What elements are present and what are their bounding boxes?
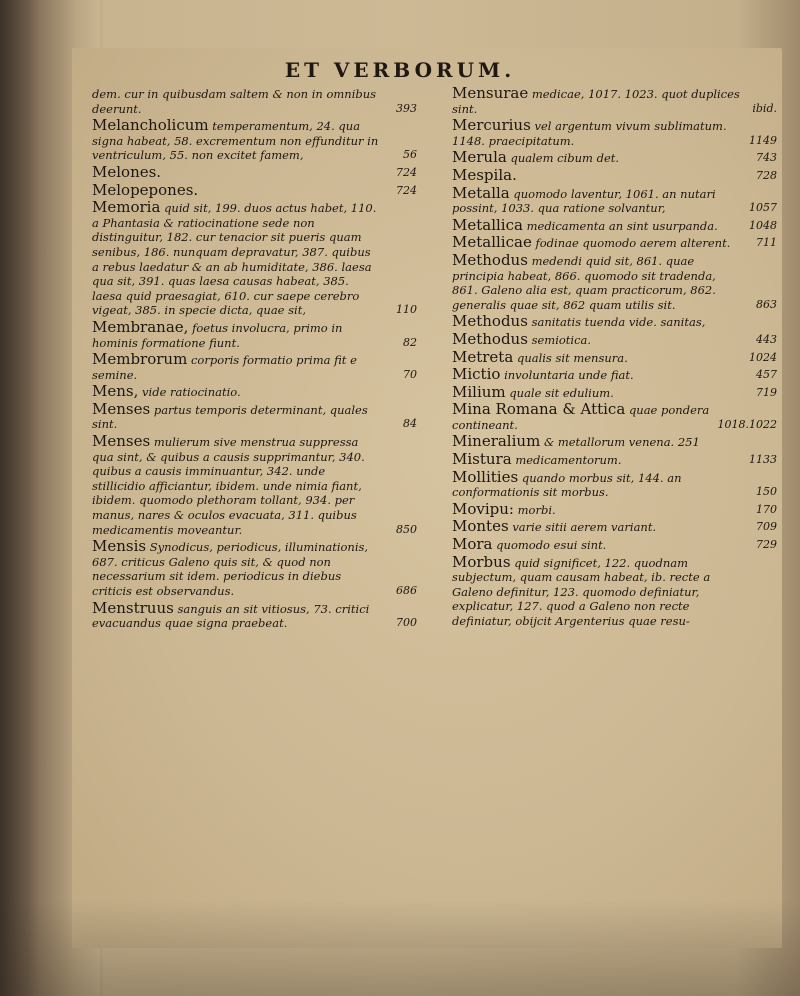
entry-headword: Metalla — [452, 183, 510, 202]
entry-description: medicamenta an sint usurpanda. — [526, 218, 718, 233]
entry-headword: Mens, — [92, 382, 139, 401]
entry-description: qualis sit mensura. — [516, 350, 628, 365]
entry-page-number: 170 — [756, 502, 777, 516]
entry-description: temperamentum, 24. qua signa habeat, 58. excrementum non effunditur in ventriculum, 55. non excitet famem, — [92, 119, 379, 163]
entry-description: foetus involucra, primo in hominis formatione fiunt. — [92, 320, 343, 350]
entry-headword: Milium — [452, 382, 506, 401]
entry-page-number: 863 — [756, 297, 777, 311]
entry-headword: Mensis — [92, 537, 147, 556]
entry-page-number: 70 — [403, 367, 417, 381]
entry-page-number: 700 — [396, 616, 417, 630]
entry-description: corporis formatio prima fit e semine. — [92, 353, 357, 382]
entry-description: morbi. — [517, 502, 556, 517]
entry-headword: Movipu: — [452, 499, 514, 518]
index-entry — [452, 552, 777, 629]
index-entry — [452, 250, 777, 312]
entry-page-number: 1057 — [749, 201, 777, 215]
entry-headword: Metallica — [452, 215, 523, 234]
page-shadow — [0, 900, 800, 996]
index-entry — [452, 165, 777, 184]
entry-page-number: 743 — [756, 151, 777, 165]
entry-headword: Membranae, — [92, 317, 189, 336]
entry-headword: Mespila. — [452, 165, 517, 184]
entry-description: medicae, 1017. 1023. quot duplices sint. — [452, 87, 740, 116]
index-entry — [92, 317, 417, 350]
entry-description: quale sit edulium. — [509, 385, 614, 400]
entry-headword: Mensurae — [452, 84, 529, 102]
entry-headword: Metallicae — [452, 233, 532, 252]
entry-page-number: 728 — [756, 168, 777, 182]
entry-page-number: 82 — [403, 335, 417, 349]
index-entry — [452, 347, 777, 366]
entry-description: quid significet, 122. quodnam subjectum, quam causam habeat, ib. recte a Galeno definitur, 123. quomodo definiatur, explicatur, 127. quod a Galeno non recte definiatur, obijcit Argenterius quae resu- — [452, 555, 711, 628]
entry-page-number: 719 — [756, 385, 777, 399]
entry-page-number: 724 — [396, 183, 417, 197]
index-entry — [452, 215, 777, 234]
entry-description: vide ratiocinatio. — [142, 385, 241, 400]
entry-headword: Mollities — [452, 467, 519, 486]
entry-description: varie sitii aerem variant. — [512, 520, 657, 535]
entry-page-number: 1024 — [749, 350, 777, 364]
entry-headword: Methodus — [452, 312, 528, 331]
entry-description: qualem cibum det. — [510, 151, 620, 166]
entry-page-number: 84 — [403, 417, 417, 431]
index-entry — [452, 367, 777, 383]
index-entry — [452, 314, 777, 330]
entry-headword: Mercurius — [452, 116, 531, 135]
entry-description: quid sit, 199. duos actus habet, 110. a Phantasia & ratiocinatione sede non distinguitur, 182. cur tenacior sit pueris quam senibus, 186. nunquam depravatur, 387. quibus a rebus laedatur & an ab humiditate, 386. laesa qua sit, 391. quas laesa causas habeat, 385. laesa quid praesagiat, 610. cur saepe cerebro vigeat, 385. in specie dicta, quae sit, — [92, 201, 377, 318]
index-entry — [452, 86, 777, 116]
entry-page-number: 1133 — [749, 453, 777, 467]
adjacent-page-edge — [0, 0, 40, 996]
entry-page-number: 686 — [396, 584, 417, 597]
entry-headword: Methodus — [452, 329, 528, 348]
index-entry — [452, 499, 777, 518]
entry-headword: Mina Romana & Attica — [452, 400, 626, 419]
entry-headword: Melopepones. — [92, 180, 199, 199]
entry-description: medicamentorum. — [515, 453, 622, 468]
entry-headword: Montes — [452, 517, 509, 536]
index-entry — [92, 86, 417, 116]
entry-page-number: 457 — [756, 368, 777, 382]
entry-page-number: 110 — [396, 303, 417, 317]
index-entry — [452, 118, 777, 148]
index-entry — [452, 537, 777, 553]
entry-headword: Memoria — [92, 198, 161, 217]
index-entry — [92, 162, 417, 181]
entry-headword: Mora — [452, 535, 493, 554]
entry-headword: Mineralium — [452, 432, 541, 451]
index-entry — [452, 382, 777, 401]
index-column-left — [92, 86, 417, 633]
entry-page-number: ibid. — [752, 101, 777, 115]
entry-description: semiotica. — [531, 332, 592, 347]
index-column-right — [452, 86, 777, 631]
entry-description: quomodo esui sint. — [496, 538, 607, 553]
entry-description: medendi quid sit, 861. quae principia habeat, 866. quomodo sit tradenda, 861. Galeno alia est, quam practicorum, 862. generalis quae sit, 862 quam utilis sit. — [452, 253, 716, 312]
entry-description: quae pondera contineant. — [452, 403, 710, 432]
index-entry — [92, 200, 417, 318]
entry-headword: Melones. — [92, 162, 162, 181]
entry-headword: Menstruus — [92, 598, 174, 617]
running-head: ET VERBORUM. — [284, 58, 516, 82]
index-entry — [92, 352, 417, 382]
entry-headword: Morbus — [452, 552, 511, 571]
entry-description: quomodo laventur, 1061. an nutari possint, 1033. qua ratione solvantur, — [452, 186, 716, 216]
entry-description: quando morbus sit, 144. an conformationis sit morbus. — [452, 470, 682, 500]
entry-headword: Methodus — [452, 250, 528, 269]
entry-description: mulierum sive menstrua suppressa qua sint, & quibus a causis supprimantur, 340. quibus a causis imminuantur, 342. unde stillicidio afficiantur, ibidem. unde nimia fiant, ibidem. quomodo plethoram tollant, 934. per manus, nares & oculos evacuata, 311. quibus medicamentis moveantur. — [92, 435, 365, 537]
entry-description: & metallorum venena. 251 — [543, 435, 700, 450]
entry-headword: Metreta — [452, 347, 514, 366]
index-entry — [92, 539, 417, 598]
index-entry — [92, 399, 417, 432]
entry-description: involuntaria unde fiat. — [504, 368, 634, 383]
index-entry — [452, 329, 777, 348]
entry-description: fodinae quomodo aerem alterent. — [535, 236, 731, 251]
entry-description: Synodicus, periodicus, illuminationis, 687. criticus Galeno quis sit, & quod non necessarium sit idem. periodicus in diebus criticis est observandus. — [92, 540, 369, 598]
index-entry — [452, 434, 777, 450]
entry-page-number: 150 — [756, 485, 777, 499]
entry-page-number: 724 — [396, 165, 417, 179]
index-entry — [92, 118, 417, 163]
entry-description: sanguis an sit vitiosus, 73. critici evacuandus quae signa praebeat. — [92, 601, 370, 631]
entry-page-number: 1018.1022 — [717, 417, 777, 431]
index-entry — [92, 180, 417, 199]
index-entry — [92, 598, 417, 631]
entry-headword: Menses — [92, 399, 151, 418]
index-entry — [452, 150, 777, 166]
entry-page-number: 711 — [756, 236, 777, 250]
entry-headword: Menses — [92, 432, 151, 451]
entry-page-number: 393 — [396, 101, 417, 115]
entry-headword: Melancholicum — [92, 116, 209, 135]
entry-page-number: 1048 — [749, 218, 777, 232]
index-entry — [452, 452, 777, 468]
entry-description: dem. cur in quibusdam saltem & non in omnibus deerunt. — [92, 87, 377, 116]
entry-page-number: 443 — [756, 332, 777, 346]
entry-page-number: 850 — [396, 522, 417, 536]
entry-page-number: 56 — [403, 148, 417, 162]
entry-description: partus temporis determinant, quales sint. — [92, 402, 368, 432]
entry-page-number: 709 — [756, 520, 777, 534]
entry-headword: Membrorum — [92, 350, 188, 369]
entry-headword: Merula — [452, 148, 507, 167]
entry-headword: Mictio — [452, 365, 501, 384]
index-entry — [452, 519, 777, 535]
index-entry — [452, 235, 777, 251]
index-entry — [452, 183, 777, 216]
index-entry — [452, 467, 777, 500]
index-entry — [92, 384, 417, 400]
entry-page-number: 1149 — [749, 133, 777, 147]
entry-headword: Mistura — [452, 450, 512, 469]
index-entry — [452, 402, 777, 432]
entry-description: sanitatis tuenda vide. sanitas, — [531, 315, 706, 330]
entry-page-number: 729 — [756, 538, 777, 552]
entry-description: vel argentum vivum sublimatum. 1148. praecipitatum. — [452, 119, 727, 148]
index-entry — [92, 434, 417, 537]
